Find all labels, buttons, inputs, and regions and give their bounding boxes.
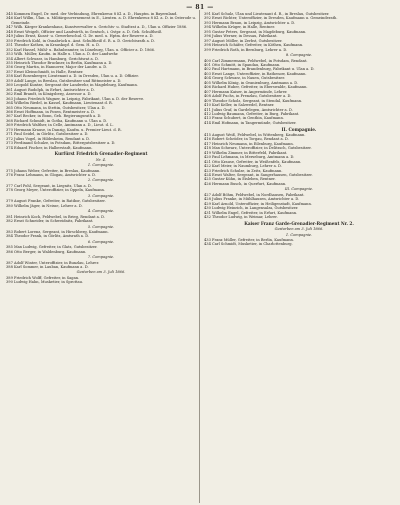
- list-entry: 410 Karl Keller, in Salzwedel, Rentner.: [204, 103, 275, 108]
- list-entry: 418 Max Schwarz, Unteroffizier, in Delitzsch, Gutsbesitzer.: [204, 146, 312, 151]
- list-entry: 421 Otto Krause, Gefreiter, in Weißenfels, Kaufmann.: [204, 159, 302, 164]
- right-column: [204, 12, 394, 284]
- list-entry: 430 Ludwig Heinrich, in Langensalza, Gutsbesitzer.: [204, 206, 299, 211]
- list-entry: 406 Richard Huber, Gefreiter, in Eberswalde, Kaufmann.: [204, 85, 308, 90]
- list-entry: 392 Ernst Richter, Unteroffizier, in Dresden, Kaufmann u. Gemeinderath.: [204, 16, 338, 21]
- list-entry: 380 Wilhelm Jäger, in Neisse, Lehrer a. D.: [6, 203, 83, 208]
- list-entry: 423 Friedrich Schulze, in Zeitz, Kaufmann.: [204, 168, 283, 173]
- section-heading: Kurfürst Friedrich Grenadier-Regiment: [54, 151, 148, 157]
- list-entry: 429 Karl Arnold, Unteroffizier, in Heiligenstadt, Kaufmann.: [204, 201, 312, 206]
- list-entry: 434 Carl Schmidt, Musketier, in Charlottenburg.: [204, 242, 293, 247]
- section-heading: Kaiser Franz Garde-Grenadier-Regiment Nr. 2.: [244, 220, 354, 226]
- list-entry: 419 Wilhelm Zimmer, in Bitterfeld, Fabrikant.: [204, 150, 288, 155]
- subsection-heading: 3. Compagnie.: [87, 193, 115, 198]
- list-entry: 346 Karl Willm, Ulan. u. Militärgouvernement in E., Lieuten. a. D. Ehrenkreuz 8 Kl. a. D. in Osterode u. Gemeinde.: [6, 16, 196, 25]
- subsection-heading: 5. Compagnie.: [87, 224, 115, 229]
- list-entry: 367 Karl Becker, in Bonn, Geh. Regierungsrath a. D.: [6, 114, 102, 119]
- list-entry: 383 Robert Lorenz, Sergeant, in Hirschberg, Kaufmann.: [6, 229, 109, 234]
- list-entry: 413 Franz Schubert, in Genthin, Kaufmann.: [204, 116, 284, 121]
- list-entry: 427 Adolf Böhm, Feldwebel, in Nordhausen, Fabrikant.: [204, 192, 305, 197]
- list-entry: 375 Johann Weber, Gefreiter, in Breslau, Kaufmann.: [6, 168, 101, 173]
- list-entry: 396 Julius Werner, in Dessau, Fabrikant.: [204, 34, 278, 39]
- column-divider: [199, 10, 200, 503]
- list-entry: 382 Ernst Schneider, in Schweidnitz, Fabrikant.: [6, 219, 94, 224]
- list-entry: 369 Friedrich Walther, in Celle, Amtmann a. D., Lieut. d. L.: [6, 123, 114, 128]
- list-entry: 348 Ernst Weigelt, Officier und Landwirth, in Gentsch, i. Ostpr. a. D. Geh. Schultheiß.: [6, 29, 163, 34]
- list-entry: 358 Karl Rosenberger, Lieutenant a. D. in Dresden, Ulan u. a. D. Offizier.: [6, 74, 139, 79]
- list-entry: 398 Heinrich Schäfer, Gefreiter, in Köthen, Kaufmann.: [204, 43, 304, 48]
- subsection-heading: 1. Compagnie.: [87, 163, 115, 168]
- list-entry: 378 Georg Meyer, Unteroffizier, in Oppeln, Kaufmann.: [6, 188, 105, 193]
- list-entry: 355 Heinrich Theodor Bruckner, in Berlin, Kaufmann a. D.: [6, 60, 113, 65]
- list-entry: 368 Richard Schmidt, in Gotha, Kaufmann u. Ulan a. D.: [6, 118, 108, 123]
- list-entry: 364 Wilhelm Riedel, in Kassel, Kaufmann, Lieutenant d. R.: [6, 101, 113, 106]
- list-entry: 354 Albert Schwarz, in Hamburg, Gerichtsrat a. D.: [6, 56, 99, 61]
- list-entry: 393 Hermann Braun, in Leipzig, Amtsrichter a. D.: [204, 20, 296, 25]
- list-entry: 359 Adolf Lange, in Breslau, Gutsbesitzer und Rittmeister a. D.: [6, 78, 122, 83]
- list-entry: 372 Julius Vogel, in Hildesheim, Rendant a. D.: [6, 136, 91, 141]
- page-number: — 81 —: [186, 4, 214, 11]
- list-entry: 365 Otto Neumann, in Stettin, Gutsbesitzer, Ulan a. D.: [6, 105, 106, 110]
- subsection-heading: 1. Compagnie.: [285, 232, 313, 237]
- list-entry: 394 Wilhelm Krüger, in Halle, Rentner.: [204, 25, 275, 30]
- list-entry: 362 Emil Brandt, in Königsberg, Assessor a. D.: [6, 92, 92, 97]
- list-entry: 349 Julius Ernst, Kunst- u. Gewerbeschul. G. Dr. med. u. Hptm. der Reserve a. D.: [6, 34, 154, 39]
- list-entry: 390 Ludwig Hahn, Musketier, in Sprottau.: [6, 280, 84, 284]
- list-entry: 356 Georg Martin, in Hannover, Major der Landw. a. D.: [6, 65, 108, 70]
- list-entry: 405 Wilhelm König, in Oranienburg, Amtmann a. D.: [204, 80, 299, 85]
- subsection-heading: 8. Compagnie.: [285, 53, 313, 58]
- left-column: [6, 12, 196, 284]
- list-entry: 377 Carl Pohl, Sergeant, in Liegnitz, Ulan a. D.: [6, 183, 92, 188]
- subsection-heading: III. Compagnie.: [284, 187, 314, 192]
- list-entry: 420 Paul Lehmann, in Merseburg, Amtmann a. D.: [204, 155, 295, 160]
- list-entry: 400 Carl Zimmermann, Feldwebel, in Potsdam, Rendant.: [204, 58, 308, 63]
- list-entry: 373 Ferdinand Schulze, in Potsdam, Rittergutsbesitzer a. D.: [6, 141, 116, 146]
- section-heading: II. Compagnie.: [281, 126, 317, 132]
- list-entry: 408 Adolf Fuchs, in Prenzlau, Gutsbesitzer a. D.: [204, 94, 292, 99]
- list-entry: 386 Otto Berger, in Waldenburg, Kaufmann.: [6, 249, 87, 254]
- subsection-heading: 2. Compagnie.: [87, 178, 115, 183]
- list-entry: 381 Heinrich Koch, Feldwebel, in Brieg, Rendant a. D.: [6, 214, 106, 219]
- list-entry: 389 Friedrich Wolff, Gefreiter, in Sagan.: [6, 275, 80, 280]
- list-entry: 425 Gustav Kühn, in Eisleben, Rentner.: [204, 177, 276, 182]
- subsection-heading: 4. Compagnie.: [87, 209, 115, 214]
- list-entry: 352 Karl Hassel, Mühl- u. Bahnbeamter, in Lüneburg, Ulan. u. Officier a. D. 1866.: [6, 47, 156, 52]
- list-entry: 407 Hermann Kaiser, in Angermünde, Lehrer.: [204, 89, 288, 94]
- list-entry: 422 Karl Meier, in Naumburg, Lehrer a. D.: [204, 164, 282, 169]
- list-entry: 391 Karl Schulz, Ulan und Lieutenant d. R., in Breslau, Gutsbesitzer.: [204, 12, 330, 16]
- list-entry: 403 Ernst Lange, Unteroffizier, in Rathenow, Kaufmann.: [204, 71, 307, 76]
- list-entry: 415 August Weiß, Feldwebel, in Wittenberg, Kaufmann.: [204, 132, 306, 137]
- list-entry: 370 Hermann Krause, in Danzig, Kaufm. u. Premier-Lieut. d. R.: [6, 127, 122, 132]
- list-entry: 363 Johann Friedrich Wagner, in Leipzig, Fabrikant, Ulan a. D. der Reserve.: [6, 96, 145, 101]
- list-entry: 414 Emil Hofmann, in Tangermünde, Gutsbesitzer.: [204, 120, 297, 125]
- list-entry: 432 Theodor Ludwig, in Weimar, Lehrer.: [204, 215, 278, 220]
- list-entry: 433 Franz Müller, Gefreiter, in Berlin, Kaufmann.: [204, 238, 295, 242]
- list-entry: 350 Friedrich Kohl, in Osnabrück u. Amt. Schultheiß d. R. a. D. Gerichtsrath a. D.: [6, 38, 155, 43]
- list-entry: 345 Kommen Engel, Dr. med. der Verbindung, Ehrenkreuz 8 Kl. a. D., Hauptm. in Bayernland.: [6, 12, 178, 16]
- date-line: Gestorben am 3. Juli 1866.: [76, 270, 126, 275]
- list-entry: 351 Theodor Kothen, in Krauskopf. d. Gem. H. a. D.: [6, 43, 101, 48]
- list-entry: 401 Otto Schmitt, in Spandau, Kaufmann.: [204, 62, 281, 67]
- list-entry: 379 August Franke, Gefreiter, in Ratibor, Gutsbesitzer.: [6, 199, 106, 204]
- list-entry: 399 Friedrich Roth, in Bernburg, Lehrer a. D.: [204, 47, 288, 52]
- list-entry: 424 Ernst Walter, Sergeant, in Sangerhausen, Gutsbesitzer.: [204, 172, 313, 177]
- list-entry: 347 Wilh. Kärger Krankenhaus, Kunstverwalter u. Gerichts- u. Stadtrat a. D., Ulan u. Offizier 1886.: [6, 25, 188, 30]
- list-entry: 412 Ludwig Baumann, Gefreiter, in Burg, Fabrikant.: [204, 111, 300, 116]
- date-line: Nr. 4.: [95, 157, 107, 162]
- subsection-heading: 7. Compagnie.: [87, 255, 115, 260]
- list-entry: 417 Heinrich Neumann, in Eilenburg, Kaufmann.: [204, 141, 294, 146]
- list-entry: 416 Robert Schröder, in Torgau, Rendant a. D.: [204, 137, 289, 142]
- list-entry: 402 Paul Hartmann, in Brandenburg, Fabrikant u. Ulan a. D.: [204, 67, 315, 72]
- list-entry: 361 August Rudolph, in Erfurt, Amtsrichter a. D.: [6, 87, 95, 92]
- list-entry: 387 Adolf Winter, Unteroffizier, in Bunzlau, Lehrer.: [6, 260, 100, 265]
- list-entry: 426 Hermann Busch, in Querfurt, Kaufmann.: [204, 181, 287, 186]
- list-entry: 388 Karl Sommer, in Lauban, Kaufmann a. D.: [6, 265, 89, 270]
- list-entry: 366 Ernst Hoffmann, in Posen, Rentmeister a. D.: [6, 109, 95, 114]
- list-entry: 397 August Möller, in Zerbst, Gutsbesitzer.: [204, 38, 283, 43]
- list-entry: 428 Julius Franke, in Mühlhausen, Amtsrichter a. D.: [204, 197, 300, 202]
- list-entry: 385 Max Ludwig, Gefreiter, in Glatz, Gutsbesitzer.: [6, 245, 98, 250]
- list-entry: 431 Wilhelm Engel, Gefreiter, in Erfurt, Kaufmann.: [204, 210, 298, 215]
- list-entry: 395 Gustav Peters, Sergeant, in Magdeburg, Kaufmann.: [204, 29, 307, 34]
- list-entry: 353 Wilh. Müller, Kaufm. in Halle u. Ulan a. D. der Landwehr.: [6, 52, 119, 57]
- list-entry: 384 Theodor Frank, in Görlitz, Amtsrath a. D.: [6, 234, 90, 239]
- list-entry: 409 Theodor Scholz, Sergeant, in Stendal, Kaufmann.: [204, 98, 303, 103]
- list-entry: 374 Eduard Fischer, in Halberstadt, Kaufmann.: [6, 145, 93, 150]
- list-entry: 404 Georg Schwarz, in Nauen, Gutsbesitzer.: [204, 76, 285, 81]
- list-entry: 357 Ernst Kleinschmidt, in Halle, Rentner.: [6, 69, 84, 74]
- list-entry: 360 Leopold Kuntze, Sergeant der Landwehr, in Magdeburg, Kaufmann.: [6, 83, 138, 88]
- date-line: Gestorben am 3. Juli 1866.: [274, 227, 324, 232]
- list-entry: 411 Julius Graf, in Gardelegen, Amtsrichter a. D.: [204, 107, 293, 112]
- list-entry: 371 Paul Seidel, in Görlitz, Gutsbesitzer a. D.: [6, 132, 89, 137]
- two-column-body: [6, 12, 394, 284]
- list-entry: 376 Franz Lehmann, in Glogau, Amtsrichter a. D.: [6, 172, 97, 177]
- subsection-heading: 6. Compagnie.: [87, 239, 115, 244]
